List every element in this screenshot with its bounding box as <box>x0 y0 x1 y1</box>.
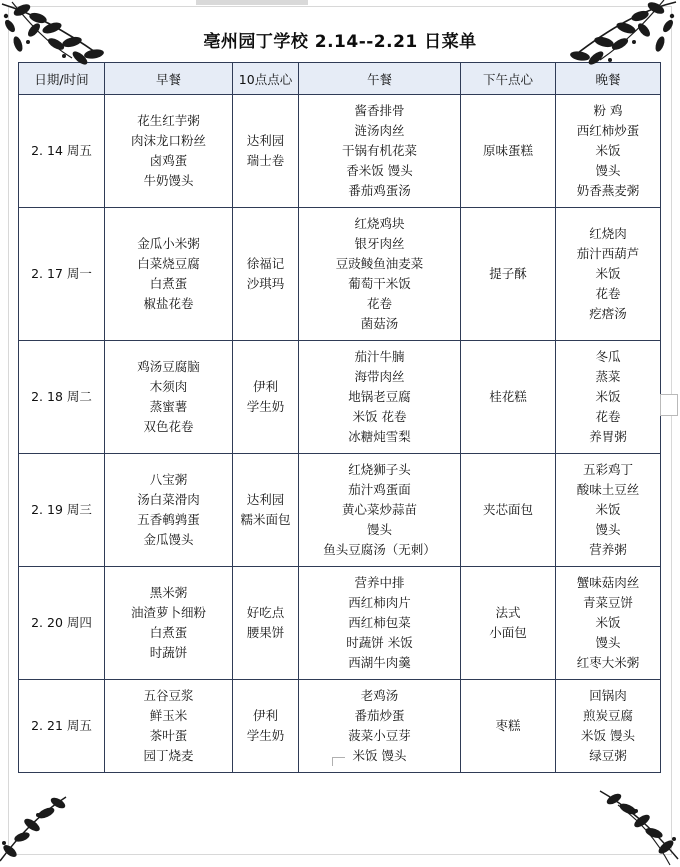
menu-item: 红烧鸡块 <box>354 216 405 231</box>
menu-item: 冰糖炖雪梨 <box>348 429 411 444</box>
menu-item: 青菜豆饼 <box>582 595 633 610</box>
menu-item: 西红柿炒蛋 <box>576 123 640 138</box>
menu-item-list <box>558 686 658 766</box>
menu-item: 黄心菜炒蒜苗 <box>341 502 417 517</box>
menu-item-list <box>558 573 658 673</box>
menu-item: 干锅有机花菜 <box>341 143 417 158</box>
menu-item: 米饭 <box>595 143 621 158</box>
menu-item: 花生红芋粥 <box>137 113 200 128</box>
table-row <box>19 208 661 341</box>
menu-item: 酱香排骨 <box>354 103 405 118</box>
menu-item: 汤白菜滑肉 <box>137 492 200 507</box>
cell-dinner <box>556 454 661 567</box>
menu-item: 米饭 馒头 <box>352 748 407 763</box>
cell-date: 2. 14 周五 <box>19 95 105 208</box>
weekly-menu-table <box>18 62 661 773</box>
menu-item: 八宝粥 <box>149 472 188 487</box>
menu-item-list <box>301 686 458 766</box>
menu-item: 黑米粥 <box>149 585 188 600</box>
menu-item: 馒头 <box>595 635 621 650</box>
menu-item: 米饭 <box>595 266 621 281</box>
column-header-breakfast: 早餐 <box>105 63 233 95</box>
menu-item-list <box>107 357 230 437</box>
menu-item: 鸡汤豆腐脑 <box>137 359 200 374</box>
menu-item: 煎炭豆腐 <box>582 708 633 723</box>
menu-item: 白煮蛋 <box>149 625 188 640</box>
menu-item: 葡萄干米饭 <box>348 276 411 291</box>
menu-item-list <box>235 490 296 530</box>
menu-item: 米饭 花卷 <box>352 409 407 424</box>
menu-item: 馒头 <box>366 522 392 537</box>
cell-morning-snack <box>233 341 299 454</box>
menu-item: 酸味土豆丝 <box>576 482 640 497</box>
menu-item: 花卷 <box>595 286 621 301</box>
menu-item: 海带肉丝 <box>354 369 405 384</box>
menu-item: 菠菜小豆芽 <box>348 728 411 743</box>
menu-item-list <box>558 347 658 447</box>
menu-item: 油渣萝卜细粉 <box>130 605 206 620</box>
cell-date: 2. 17 周一 <box>19 208 105 341</box>
menu-item: 原味蛋糕 <box>482 143 533 158</box>
menu-item: 菌菇汤 <box>360 316 399 331</box>
menu-item: 茶叶蛋 <box>149 728 188 743</box>
cell-morning-snack <box>233 208 299 341</box>
menu-item: 糯米面包 <box>240 512 291 527</box>
menu-item: 米饭 <box>595 502 621 517</box>
menu-item-list <box>301 573 458 673</box>
column-header-date: 日期/时间 <box>19 63 105 95</box>
menu-item: 疙瘩汤 <box>589 306 627 321</box>
column-header-afternoon-snack: 下午点心 <box>461 63 556 95</box>
menu-item: 养胃粥 <box>589 429 627 444</box>
menu-item: 腰果饼 <box>246 625 285 640</box>
menu-item: 白煮蛋 <box>149 276 188 291</box>
menu-item-list <box>107 686 230 766</box>
cell-breakfast <box>105 95 233 208</box>
menu-item: 银牙肉丝 <box>354 236 405 251</box>
menu-item: 好吃点 <box>246 605 285 620</box>
cell-date: 2. 18 周二 <box>19 341 105 454</box>
menu-item: 茄汁鸡蛋面 <box>348 482 411 497</box>
menu-item: 西红柿肉片 <box>348 595 411 610</box>
cell-lunch <box>299 454 461 567</box>
cell-date: 2. 21 周五 <box>19 680 105 773</box>
menu-item-list <box>463 264 553 284</box>
menu-item: 老鸡汤 <box>360 688 399 703</box>
cell-lunch <box>299 680 461 773</box>
cell-dinner <box>556 341 661 454</box>
menu-item-list <box>107 470 230 550</box>
menu-item: 奶香燕麦粥 <box>576 183 640 198</box>
menu-item: 鲜玉米 <box>149 708 188 723</box>
menu-table-container <box>18 62 662 773</box>
cell-breakfast <box>105 208 233 341</box>
menu-item: 红烧肉 <box>589 226 627 241</box>
menu-item: 涟汤肉丝 <box>354 123 405 138</box>
menu-item: 蒸蜜薯 <box>149 399 188 414</box>
menu-item: 小面包 <box>489 625 527 640</box>
menu-item: 米饭 <box>595 615 621 630</box>
cell-morning-snack <box>233 567 299 680</box>
cell-lunch <box>299 341 461 454</box>
menu-item: 西红柿包菜 <box>348 615 411 630</box>
page-title: 亳州园丁学校 2.14--2.21 日菜单 <box>203 32 477 52</box>
menu-item: 牛奶馒头 <box>143 173 194 188</box>
menu-item: 花卷 <box>595 409 621 424</box>
cell-morning-snack <box>233 454 299 567</box>
cell-breakfast <box>105 680 233 773</box>
menu-item: 五彩鸡丁 <box>582 462 633 477</box>
menu-item: 提子酥 <box>489 266 527 281</box>
menu-item: 时蔬饼 米饭 <box>346 635 413 650</box>
menu-item-list <box>235 131 296 171</box>
column-header-morning-snack: 10点点心 <box>233 63 299 95</box>
menu-item: 夹芯面包 <box>482 502 533 517</box>
cell-afternoon-snack <box>461 95 556 208</box>
menu-item: 沙琪玛 <box>246 276 285 291</box>
menu-item-list <box>107 234 230 314</box>
menu-item-list <box>235 254 296 294</box>
cell-afternoon-snack <box>461 454 556 567</box>
cell-morning-snack <box>233 680 299 773</box>
menu-item: 茄汁牛腩 <box>354 349 405 364</box>
menu-item: 营养粥 <box>589 542 627 557</box>
menu-item-list <box>463 387 553 407</box>
menu-item: 金瓜小米粥 <box>137 236 200 251</box>
menu-item: 学生奶 <box>246 399 285 414</box>
cell-lunch <box>299 567 461 680</box>
cell-date: 2. 20 周四 <box>19 567 105 680</box>
menu-item: 绿豆粥 <box>589 748 627 763</box>
menu-item: 回锅肉 <box>589 688 627 703</box>
menu-item-list <box>463 500 553 520</box>
menu-item: 西湖牛肉羹 <box>348 655 411 670</box>
menu-item: 米饭 <box>595 389 621 404</box>
menu-item: 粉 鸡 <box>593 103 623 118</box>
menu-item: 红枣大米粥 <box>576 655 640 670</box>
menu-item: 花卷 <box>366 296 392 311</box>
table-row <box>19 567 661 680</box>
cell-afternoon-snack <box>461 208 556 341</box>
menu-item: 徐福记 <box>246 256 285 271</box>
menu-item: 豆豉鲮鱼油麦菜 <box>335 256 424 271</box>
menu-item: 营养中排 <box>354 575 405 590</box>
menu-item-list <box>301 214 458 334</box>
menu-item: 双色花卷 <box>143 419 194 434</box>
menu-item: 学生奶 <box>246 728 285 743</box>
menu-item-list <box>558 101 658 201</box>
menu-item: 馒头 <box>595 163 621 178</box>
cell-afternoon-snack <box>461 341 556 454</box>
menu-item-list <box>301 347 458 447</box>
menu-item: 米饭 馒头 <box>581 728 635 743</box>
menu-item: 达利园 <box>246 133 285 148</box>
menu-item: 肉沫龙口粉丝 <box>130 133 206 148</box>
cell-dinner <box>556 208 661 341</box>
cell-lunch <box>299 95 461 208</box>
menu-item-list <box>463 716 553 736</box>
menu-item: 香米饭 馒头 <box>346 163 413 178</box>
cell-date: 2. 19 周三 <box>19 454 105 567</box>
cell-morning-snack <box>233 95 299 208</box>
menu-item: 椒盐花卷 <box>143 296 194 311</box>
table-row <box>19 95 661 208</box>
menu-item: 蟹味菇肉丝 <box>576 575 640 590</box>
menu-item-list <box>558 224 658 324</box>
menu-item: 时蔬饼 <box>149 645 188 660</box>
menu-item: 白菜烧豆腐 <box>137 256 200 271</box>
menu-item: 伊利 <box>252 379 278 394</box>
cell-dinner <box>556 567 661 680</box>
scan-artifact-side <box>660 394 678 416</box>
menu-item-list <box>235 603 296 643</box>
table-row <box>19 341 661 454</box>
menu-item-list <box>235 377 296 417</box>
cell-dinner <box>556 680 661 773</box>
scan-artifact-top <box>196 0 308 5</box>
menu-item: 枣糕 <box>495 718 521 733</box>
menu-item-list <box>301 460 458 560</box>
cell-afternoon-snack <box>461 680 556 773</box>
menu-item: 金瓜馒头 <box>143 532 194 547</box>
cell-breakfast <box>105 341 233 454</box>
column-header-dinner: 晚餐 <box>556 63 661 95</box>
menu-item: 瑞士卷 <box>246 153 285 168</box>
menu-item: 地锅老豆腐 <box>348 389 411 404</box>
table-row <box>19 454 661 567</box>
cell-breakfast <box>105 567 233 680</box>
menu-item: 馒头 <box>595 522 621 537</box>
menu-item: 茄汁西葫芦 <box>576 246 640 261</box>
menu-item: 五香鹌鹑蛋 <box>137 512 200 527</box>
menu-item-list <box>558 460 658 560</box>
menu-item: 番茄炒蛋 <box>354 708 405 723</box>
menu-item: 桂花糕 <box>489 389 527 404</box>
menu-item: 达利园 <box>246 492 285 507</box>
menu-item-list <box>235 706 296 746</box>
menu-item-list <box>463 603 553 643</box>
menu-item: 卤鸡蛋 <box>149 153 188 168</box>
menu-item: 蒸菜 <box>595 369 621 384</box>
cell-breakfast <box>105 454 233 567</box>
column-header-lunch: 午餐 <box>299 63 461 95</box>
menu-item-list <box>301 101 458 201</box>
menu-item: 五谷豆浆 <box>143 688 194 703</box>
menu-item: 园丁烧麦 <box>143 748 194 763</box>
scan-artifact-mark <box>332 757 345 766</box>
menu-item: 冬瓜 <box>595 349 621 364</box>
cell-dinner <box>556 95 661 208</box>
cell-lunch <box>299 208 461 341</box>
table-header-row <box>19 63 661 95</box>
table-body <box>19 95 661 773</box>
menu-item-list <box>463 141 553 161</box>
menu-item: 伊利 <box>252 708 278 723</box>
menu-item: 番茄鸡蛋汤 <box>348 183 411 198</box>
cell-afternoon-snack <box>461 567 556 680</box>
menu-item: 红烧狮子头 <box>348 462 411 477</box>
menu-item: 木须肉 <box>149 379 188 394</box>
menu-item: 鱼头豆腐汤（无刺） <box>323 542 436 557</box>
menu-item: 法式 <box>495 605 521 620</box>
menu-item-list <box>107 111 230 191</box>
menu-item-list <box>107 583 230 663</box>
